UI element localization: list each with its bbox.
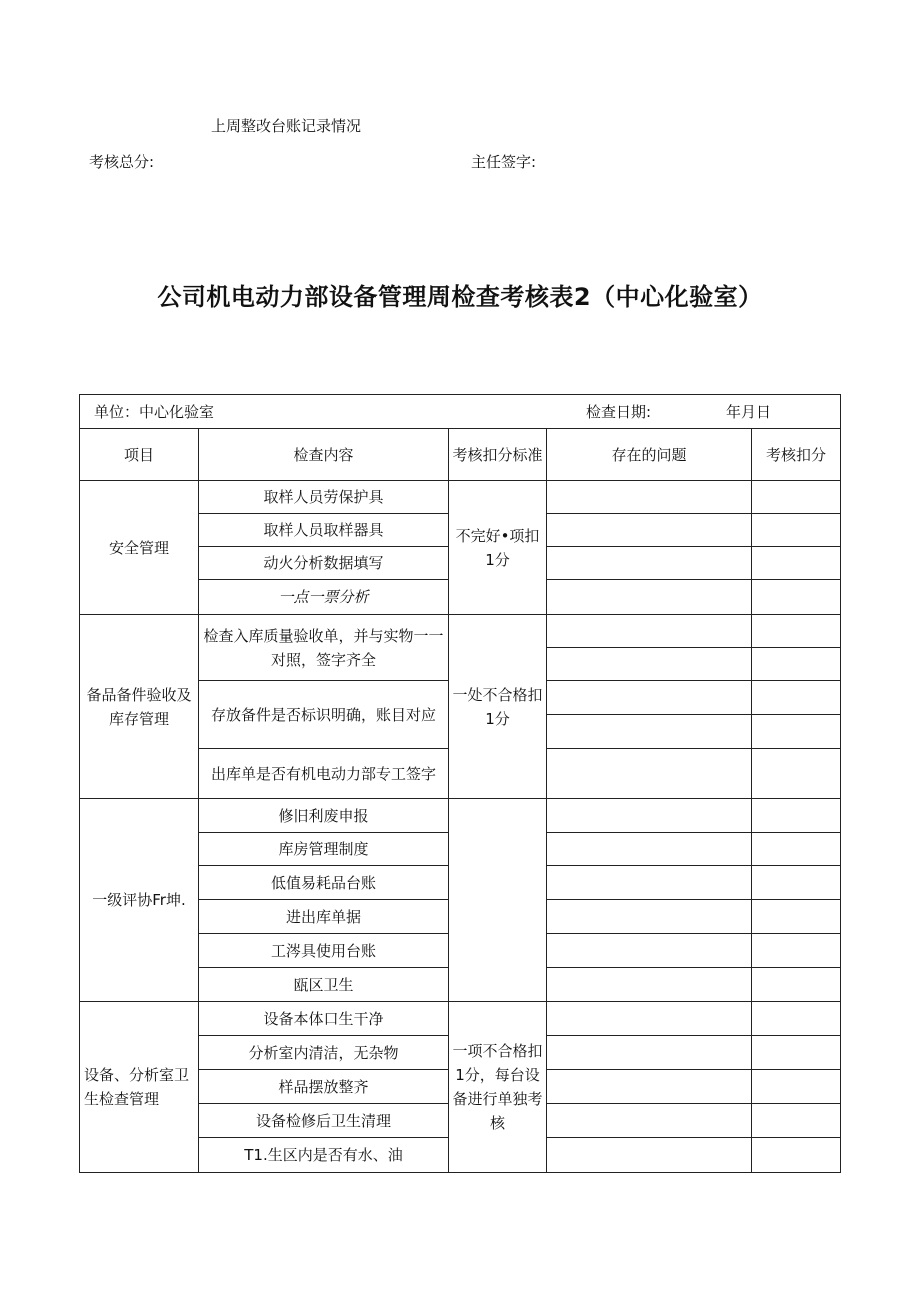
check-content: 修旧利废申报 <box>199 799 449 833</box>
problem-cell[interactable] <box>547 900 752 934</box>
section-standard: 一处不合格扣1分 <box>449 615 547 799</box>
check-content: 分析室内清洁，无杂物 <box>199 1036 449 1070</box>
header-deduction: 考核扣分 <box>752 429 841 481</box>
check-content: T1.生区内是否有水、油 <box>199 1138 449 1173</box>
deduction-cell[interactable] <box>752 715 841 749</box>
check-content: 存放备件是否标识明确，账目对应 <box>199 681 449 749</box>
check-content: 设备本体口生干净 <box>199 1002 449 1036</box>
problem-cell[interactable] <box>547 715 752 749</box>
check-content: 工涔具使用台账 <box>199 934 449 968</box>
total-score-label: 考核总分: <box>89 153 155 171</box>
deduction-cell[interactable] <box>752 1070 841 1104</box>
problem-cell[interactable] <box>547 615 752 648</box>
header-content: 检查内容 <box>199 429 449 481</box>
deduction-cell[interactable] <box>752 866 841 900</box>
problem-cell[interactable] <box>547 833 752 866</box>
problem-cell[interactable] <box>547 799 752 833</box>
problem-cell[interactable] <box>547 547 752 580</box>
problem-cell[interactable] <box>547 1138 752 1173</box>
deduction-cell[interactable] <box>752 481 841 514</box>
problem-cell[interactable] <box>547 934 752 968</box>
deduction-cell[interactable] <box>752 648 841 681</box>
problem-cell[interactable] <box>547 1036 752 1070</box>
problem-cell[interactable] <box>547 1002 752 1036</box>
deduction-cell[interactable] <box>752 1104 841 1138</box>
deduction-cell[interactable] <box>752 968 841 1002</box>
problem-cell[interactable] <box>547 968 752 1002</box>
problem-cell[interactable] <box>547 749 752 799</box>
check-date-label: 检查日期: <box>586 403 652 421</box>
problem-cell[interactable] <box>547 580 752 615</box>
date-suffix: 年月日 <box>726 403 772 421</box>
check-content: 取样人员劳保护具 <box>199 481 449 514</box>
section-name: 备品备件验收及库存管理 <box>80 615 199 799</box>
section-name: 安全管理 <box>80 481 199 615</box>
deduction-cell[interactable] <box>752 681 841 715</box>
deduction-cell[interactable] <box>752 1036 841 1070</box>
unit-label: 单位：中心化验室 <box>94 403 215 421</box>
director-sign-label: 主任签字: <box>471 153 537 171</box>
check-content: 库房管理制度 <box>199 833 449 866</box>
check-content: 动火分析数据填写 <box>199 547 449 580</box>
section-name: 设备、分析室卫生检查管理 <box>80 1002 199 1173</box>
check-content: 取样人员取样器具 <box>199 514 449 547</box>
problem-cell[interactable] <box>547 514 752 547</box>
page-title: 公司机电动力部设备管理周检查考核表2（中心化验室） <box>157 283 763 311</box>
check-content: 出库单是否有机电动力部专工签字 <box>199 749 449 799</box>
deduction-cell[interactable] <box>752 749 841 799</box>
deduction-cell[interactable] <box>752 799 841 833</box>
deduction-cell[interactable] <box>752 580 841 615</box>
problem-cell[interactable] <box>547 681 752 715</box>
check-content: 低值易耗品台账 <box>199 866 449 900</box>
problem-cell[interactable] <box>547 1104 752 1138</box>
check-content: 设备检修后卫生清理 <box>199 1104 449 1138</box>
inspection-table <box>79 394 841 1173</box>
check-content: 样品摆放整齐 <box>199 1070 449 1104</box>
deduction-cell[interactable] <box>752 900 841 934</box>
problem-cell[interactable] <box>547 1070 752 1104</box>
section-name: 一级评协Fr坤. <box>80 799 199 1002</box>
last-week-note: 上周整改台账记录情况 <box>211 117 362 135</box>
unit-row <box>80 395 841 429</box>
deduction-cell[interactable] <box>752 1138 841 1173</box>
header-standard: 考核扣分标准 <box>449 429 547 481</box>
problem-cell[interactable] <box>547 866 752 900</box>
problem-cell[interactable] <box>547 648 752 681</box>
deduction-cell[interactable] <box>752 514 841 547</box>
check-content: 一点一票分析 <box>199 580 449 615</box>
deduction-cell[interactable] <box>752 1002 841 1036</box>
check-content: 检查入库质量验收单，并与实物一一对照，签字齐全 <box>199 615 449 681</box>
deduction-cell[interactable] <box>752 615 841 648</box>
deduction-cell[interactable] <box>752 934 841 968</box>
check-content: 瓯区卫生 <box>199 968 449 1002</box>
section-standard: 不完好•项扣1分 <box>449 481 547 615</box>
section-standard: 一项不合格扣1分，每台设备进行单独考核 <box>449 1002 547 1173</box>
section-standard <box>449 799 547 1002</box>
header-problems: 存在的问题 <box>547 429 752 481</box>
check-content: 进出库单据 <box>199 900 449 934</box>
problem-cell[interactable] <box>547 481 752 514</box>
deduction-cell[interactable] <box>752 833 841 866</box>
deduction-cell[interactable] <box>752 547 841 580</box>
header-item: 项目 <box>80 429 199 481</box>
